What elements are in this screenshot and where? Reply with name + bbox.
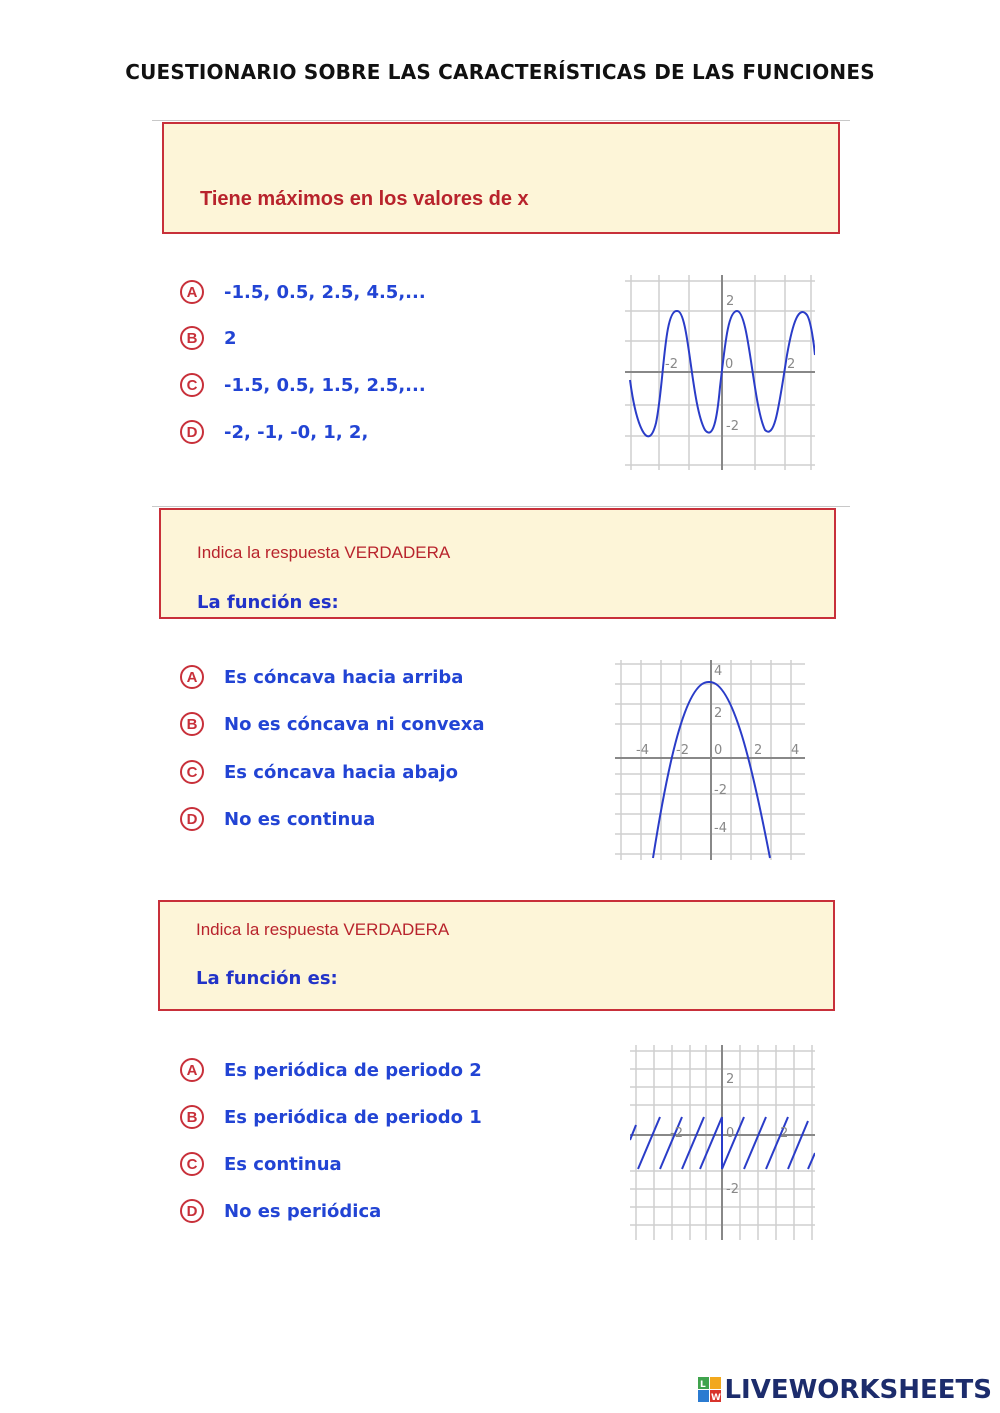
graph-label: 2	[787, 357, 796, 372]
option-letter-badge: B	[180, 712, 204, 736]
logo-letter: L	[700, 1380, 707, 1390]
graph-label: -2	[726, 419, 739, 434]
option-text: Es cóncava hacia abajo	[224, 761, 459, 783]
option-letter-badge: D	[180, 807, 204, 831]
option-letter-badge: C	[180, 373, 204, 397]
option-text: Es periódica de periodo 2	[224, 1059, 482, 1081]
question-3-instruction: Indica la respuesta VERDADERA	[196, 920, 450, 939]
question-1-prompt: Tiene máximos en los valores de x	[200, 188, 529, 210]
graph-label: 4	[791, 743, 800, 758]
option-text: -1.5, 0.5, 2.5, 4.5,...	[224, 281, 426, 303]
q3-sawtooth-graph	[630, 1045, 815, 1240]
graph-label: 2	[754, 743, 763, 758]
graph-label: 0	[725, 357, 734, 372]
question-3-prompt: La función es:	[196, 968, 338, 989]
liveworksheets-logo-icon	[698, 1377, 722, 1403]
q3-option-c[interactable]	[180, 1149, 342, 1179]
question-2-instruction: Indica la respuesta VERDADERA	[197, 543, 451, 562]
question-1-box	[162, 122, 840, 234]
q1-option-d[interactable]	[180, 417, 368, 447]
graph-label: 2	[726, 1072, 735, 1087]
separator-line	[152, 506, 850, 507]
graph-label: -4	[636, 743, 649, 758]
graph-label: 2	[780, 1126, 789, 1141]
option-letter-badge: B	[180, 326, 204, 350]
q1-option-a[interactable]	[180, 277, 426, 307]
logo-letter: W	[711, 1393, 722, 1403]
option-letter-badge: C	[180, 760, 204, 784]
graph-label: -2	[714, 783, 727, 798]
option-text: 2	[224, 327, 237, 349]
option-text: No es periódica	[224, 1200, 382, 1222]
q3-option-b[interactable]	[180, 1102, 482, 1132]
graph-label: -2	[670, 1126, 683, 1141]
q2-parabola-graph	[615, 660, 805, 860]
graph-label: 2	[714, 706, 723, 721]
option-text: Es cóncava hacia arriba	[224, 666, 464, 688]
liveworksheets-logo	[698, 1375, 992, 1405]
graph-label: 0	[714, 743, 723, 758]
option-letter-badge: D	[180, 1199, 204, 1223]
q2-option-d[interactable]	[180, 804, 375, 834]
q3-option-a[interactable]	[180, 1055, 482, 1085]
graph-label: -2	[726, 1182, 739, 1197]
graph-label: -4	[714, 821, 727, 836]
option-letter-badge: A	[180, 1058, 204, 1082]
q1-sine-graph	[625, 275, 815, 470]
option-letter-badge: A	[180, 280, 204, 304]
option-text: No es cóncava ni convexa	[224, 713, 485, 735]
graph-label: 2	[726, 294, 735, 309]
option-letter-badge: B	[180, 1105, 204, 1129]
option-letter-badge: A	[180, 665, 204, 689]
option-text: Es continua	[224, 1153, 342, 1175]
graph-label: 0	[726, 1126, 735, 1141]
graph-label: -2	[665, 357, 678, 372]
option-text: Es periódica de periodo 1	[224, 1106, 482, 1128]
graph-label: 4	[714, 664, 723, 679]
option-text: -2, -1, -0, 1, 2,	[224, 421, 369, 443]
brand-name: LIVEWORKSHEETS	[724, 1375, 992, 1405]
question-2-prompt: La función es:	[197, 592, 339, 613]
q1-option-c[interactable]	[180, 370, 426, 400]
option-letter-badge: C	[180, 1152, 204, 1176]
option-text: No es continua	[224, 808, 376, 830]
q3-option-d[interactable]	[180, 1196, 381, 1226]
separator-line	[152, 120, 850, 121]
q1-option-b[interactable]	[180, 323, 237, 353]
page-title: CUESTIONARIO SOBRE LAS CARACTERÍSTICAS DE LAS FUNCIONES	[125, 60, 875, 84]
option-letter-badge: D	[180, 420, 204, 444]
question-3-box	[158, 900, 835, 1011]
q2-option-c[interactable]	[180, 757, 458, 787]
q2-option-b[interactable]	[180, 709, 485, 739]
q2-option-a[interactable]	[180, 662, 463, 692]
option-text: -1.5, 0.5, 1.5, 2.5,...	[224, 374, 426, 396]
graph-label: -2	[676, 743, 689, 758]
